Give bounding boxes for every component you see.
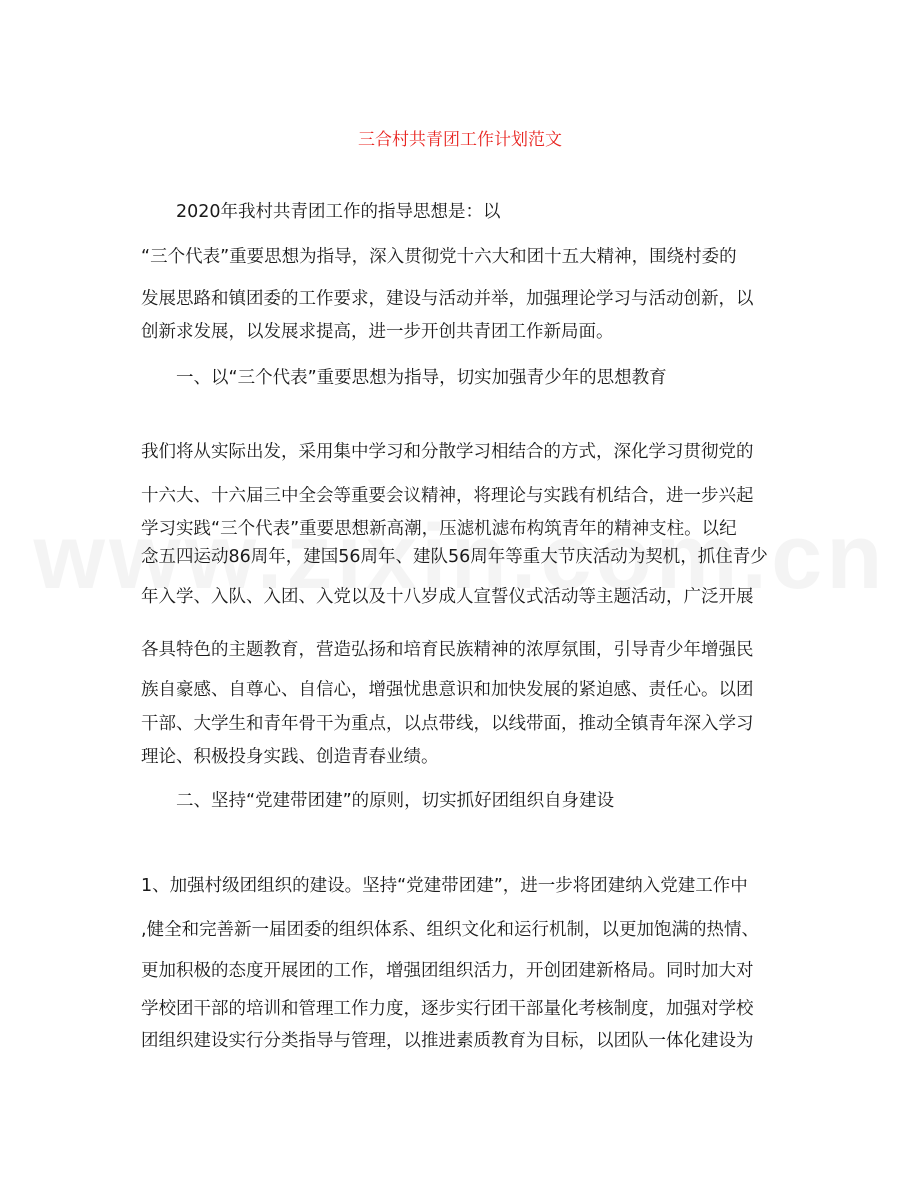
paragraph-line: 干部、大学生和青年骨干为重点，以点带线，以线带面，推动全镇青年深入学习	[141, 714, 754, 734]
paragraph-line: 1、加强村级团组织的建设。坚持“党建带团建”，进一步将团建纳入党建工作中	[141, 876, 748, 896]
paragraph-line: 各具特色的主题教育，营造弘扬和培育民族精神的浓厚氛围，引导青少年增强民	[141, 640, 754, 660]
paragraph-line: 族自豪感、自尊心、自信心，增强忧患意识和加快发展的紧迫感、责任心。以团	[141, 680, 754, 700]
paragraph-line: “三个代表”重要思想为指导，深入贯彻党十六大和团十五大精神，围绕村委的	[141, 247, 737, 267]
document-title: 三合村共青团工作计划范文	[358, 130, 562, 150]
paragraph-line: 发展思路和镇团委的工作要求，建设与活动并举，加强理论学习与活动创新，以	[141, 289, 754, 309]
paragraph-line: ,健全和完善新一届团委的组织体系、组织文化和运行机制，以更加饱满的热情、	[141, 920, 760, 940]
paragraph-line: 学习实践“三个代表”重要思想新高潮，压滤机滤布构筑青年的精神支柱。以纪	[141, 519, 737, 539]
paragraph-line: 念五四运动86周年，建国56周年、建队56周年等重大节庆活动为契机，抓住青少	[141, 547, 768, 567]
paragraph-line: 十六大、十六届三中全会等重要会议精神，将理论与实践有机结合，进一步兴起	[141, 486, 754, 506]
paragraph-line: 年入学、入队、入团、入党以及十八岁成人宣誓仪式活动等主题活动，广泛开展	[141, 587, 754, 607]
paragraph-line: 更加积极的态度开展团的工作，增强团组织活力，开创团建新格局。同时加大对	[141, 961, 754, 981]
paragraph-line: 学校团干部的培训和管理工作力度，逐步实行团干部量化考核制度，加强对学校	[141, 999, 754, 1019]
paragraph-line: 团组织建设实行分类指导与管理，以推进素质教育为目标，以团队一体化建设为	[141, 1031, 754, 1051]
paragraph-line: 我们将从实际出发，采用集中学习和分散学习相结合的方式，深化学习贯彻党的	[141, 442, 754, 462]
section-heading: 二、坚持“党建带团建”的原则，切实抓好团组织自身建设	[176, 791, 615, 811]
paragraph-line: 创新求发展，以发展求提高，进一步开创共青团工作新局面。	[141, 322, 614, 342]
section-heading: 一、以“三个代表”重要思想为指导，切实加强青少年的思想教育	[176, 368, 667, 388]
paragraph-line: 理论、积极投身实践、创造青春业绩。	[141, 747, 439, 767]
paragraph-line: 2020年我村共青团工作的指导思想是：以	[176, 202, 501, 222]
